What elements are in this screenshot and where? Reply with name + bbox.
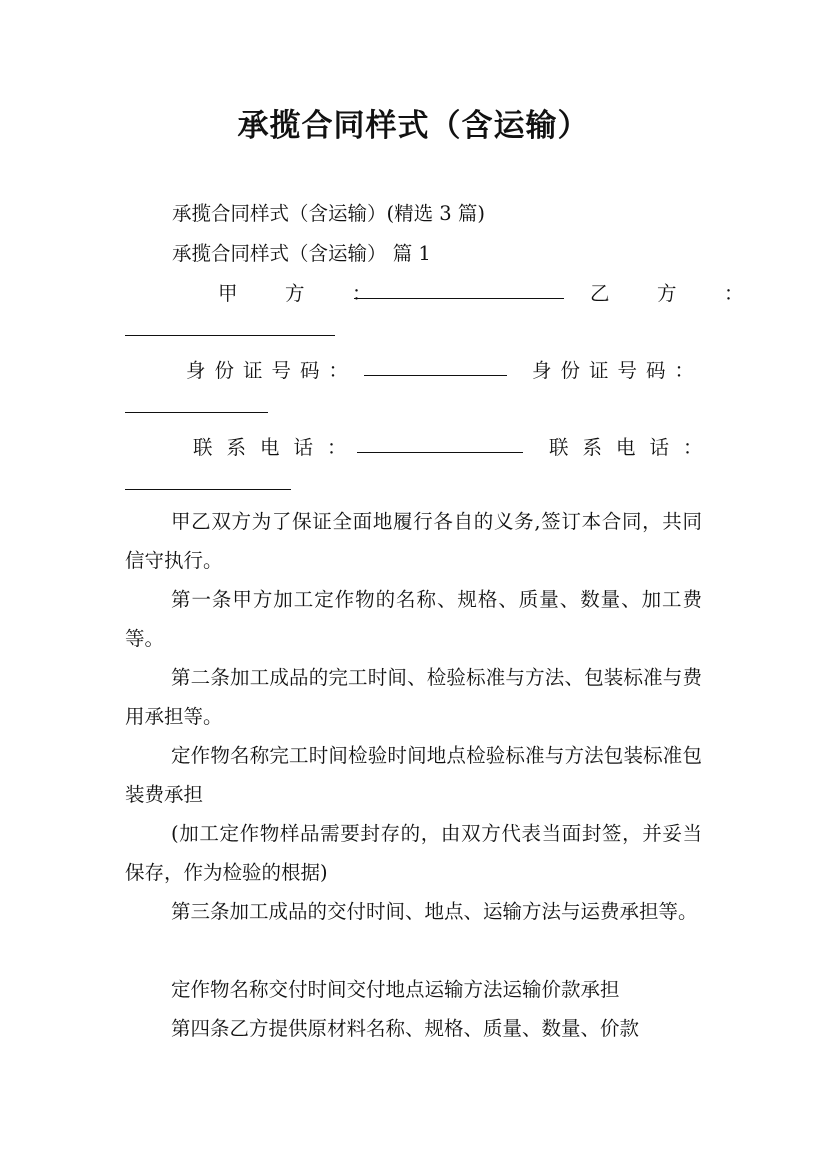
phone-label-a: 联系电话： (193, 436, 361, 459)
id-label-a: 身份证号码： (186, 359, 358, 382)
id-b-blank (125, 412, 268, 413)
phone-a-blank (357, 452, 523, 453)
id-label-b: 身份证号码： (532, 359, 704, 382)
paragraph-article-1: 第一条甲方加工定作物的名称、规格、质量、数量、加工费等。 (125, 588, 702, 650)
paragraph-note: (加工定作物样品需要封存的，由双方代表当面封签，并妥当保存，作为检验的根据) (125, 822, 702, 884)
paragraph-table-1: 定作物名称完工时间检验时间地点检验标准与方法包装标准包装费承担 (125, 744, 702, 806)
party-a-blank (354, 298, 564, 299)
paragraph-table-2: 定作物名称交付时间交付地点运输方法运输价款承担 (171, 978, 620, 1001)
party-b-blank (125, 335, 335, 336)
paragraph-article-3: 第三条加工成品的交付时间、地点、运输方法与运费承担等。 (171, 900, 698, 923)
paragraph-article-2: 第二条加工成品的完工时间、检验标准与方法、包装标准与费用承担等。 (125, 666, 702, 728)
subtitle-part-1: 承揽合同样式（含运输） 篇 1 (172, 242, 431, 265)
subtitle-collection: 承揽合同样式（含运输）(精选 3 篇) (172, 202, 486, 225)
party-b-label: 乙 方 ： (590, 282, 758, 305)
paragraph-intro: 甲乙双方为了保证全面地履行各自的义务,签订本合同，共同信守执行。 (125, 510, 702, 572)
phone-b-blank (125, 489, 291, 490)
party-a-label: 甲 方 ： (218, 282, 386, 305)
document-title: 承揽合同样式（含运输） (237, 108, 590, 144)
paragraph-article-4: 第四条乙方提供原材料名称、规格、质量、数量、价款 (171, 1017, 640, 1040)
phone-label-b: 联系电话： (549, 436, 717, 459)
id-a-blank (364, 375, 507, 376)
